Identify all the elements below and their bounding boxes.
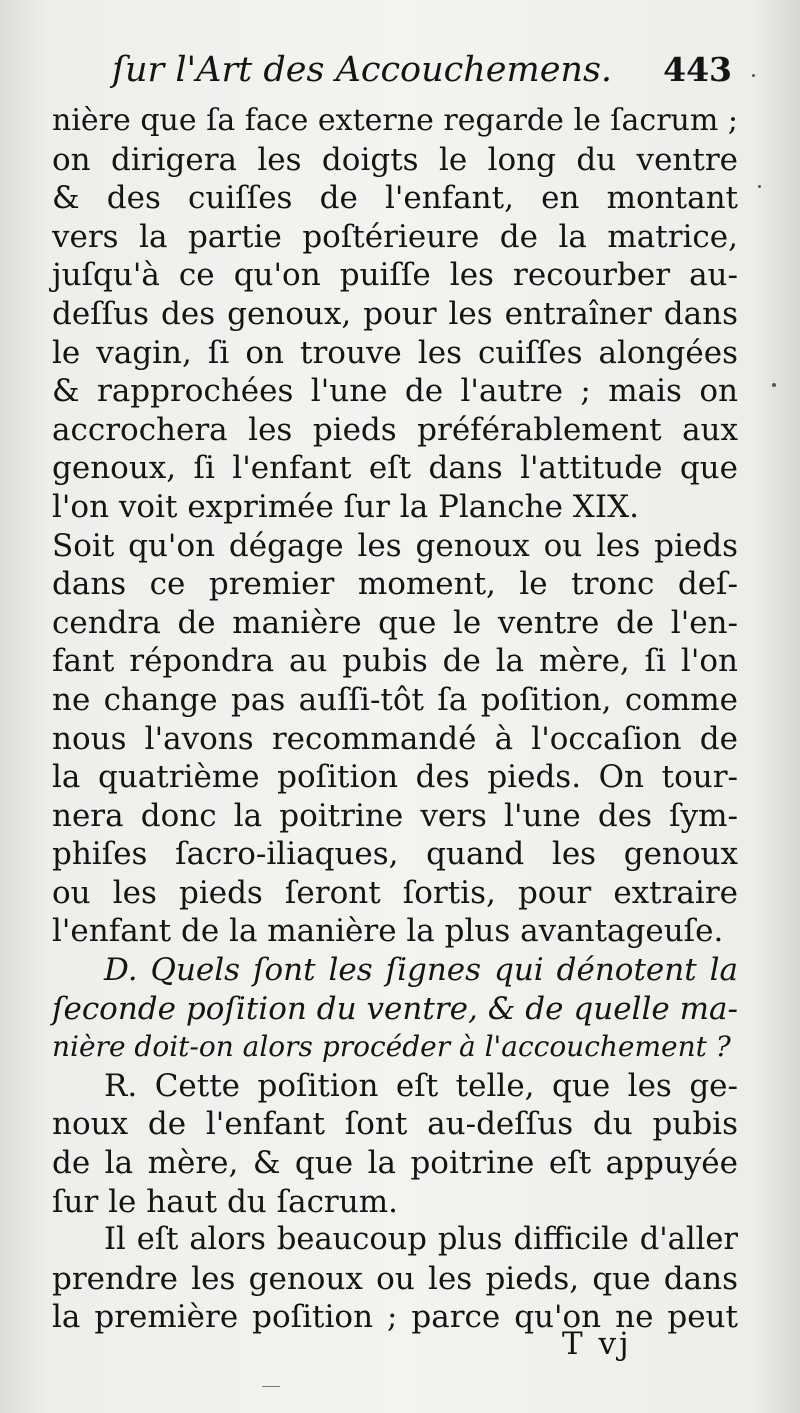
text-line: nous l'avons recommandé à l'occaſion de: [52, 720, 738, 757]
text-line: le vagin, ſi on trouve les cuiſſes alongées: [52, 334, 738, 371]
text-line: Il eſt alors beaucoup plus difficile d'aller: [104, 1222, 738, 1258]
text-line: ne change pas auſſi-tôt ſa poſition, comme: [52, 681, 738, 718]
text-line: la première poſition ; parce qu'on ne peut: [52, 1299, 738, 1336]
text-line: dans ce premier moment, le tronc deſ-: [52, 566, 738, 603]
text-line: accrochera les pieds préférablement aux: [52, 411, 738, 448]
text-line: l'on voit exprimée ſur la Planche XIX.: [52, 488, 640, 525]
text-line: fant répondra au pubis de la mère, ſi l'on: [52, 643, 738, 680]
ink-speck: [772, 383, 776, 387]
text-line: nera donc la poitrine vers l'une des ſym-: [52, 797, 738, 834]
page-number: 443: [663, 50, 732, 89]
ink-speck: [752, 74, 755, 77]
body-text: [52, 102, 738, 1337]
text-line: nière que ſa face externe regarde le ſacrum ;: [52, 103, 738, 138]
ink-speck: [262, 1386, 280, 1387]
text-line: la quatrième poſition des pieds. On tour-: [52, 759, 738, 796]
text-line: vers la partie poſtérieure de la matrice,: [52, 218, 738, 255]
text-line: & des cuiſſes de l'enfant, en montant: [52, 180, 738, 217]
ink-speck: [758, 185, 761, 188]
text-line: genoux, ſi l'enfant eſt dans l'attitude que: [52, 450, 738, 487]
answer-line: noux de l'enfant ſont au-deſſus du pubis: [52, 1106, 738, 1143]
text-line: juſqu'à ce qu'on puiſſe les recourber au-: [52, 257, 738, 294]
question-line: ſeconde poſition du ventre, & de quelle ma-: [52, 990, 738, 1027]
text-line: l'enfant de la manière la plus avantageuſe.: [52, 913, 724, 950]
answer-line: R. Cette poſition eſt telle, que les ge-: [104, 1067, 738, 1104]
signature-mark: T vj: [562, 1326, 632, 1362]
text-line: & rapprochées l'une de l'autre ; mais on: [52, 373, 738, 410]
answer-line: de la mère, & que la poitrine eſt appuyée: [52, 1145, 738, 1182]
page-header: [112, 50, 732, 102]
text-line: Soit qu'on dégage les genoux ou les pieds: [52, 527, 738, 564]
answer-line: ſur le haut du ſacrum.: [52, 1183, 398, 1220]
text-line: cendra de manière que le ventre de l'en-: [52, 604, 738, 641]
question-line: nière doit-on alors procéder à l'accouchement ?: [52, 1030, 731, 1064]
text-line: prendre les genoux ou les pieds, que dans: [52, 1260, 738, 1297]
question-line: D. Quels ſont les ſignes qui dénotent la: [104, 952, 738, 989]
text-line: deſſus des genoux, pour les entraîner dans: [52, 295, 738, 332]
text-line: phiſes ſacro-iliaques, quand les genoux: [52, 836, 738, 873]
text-line: on dirigera les doigts le long du ventre: [52, 141, 738, 178]
running-title: ſur l'Art des Accouchemens.: [112, 50, 613, 90]
text-line: ou les pieds ſeront ſortis, pour extraire: [52, 874, 738, 911]
